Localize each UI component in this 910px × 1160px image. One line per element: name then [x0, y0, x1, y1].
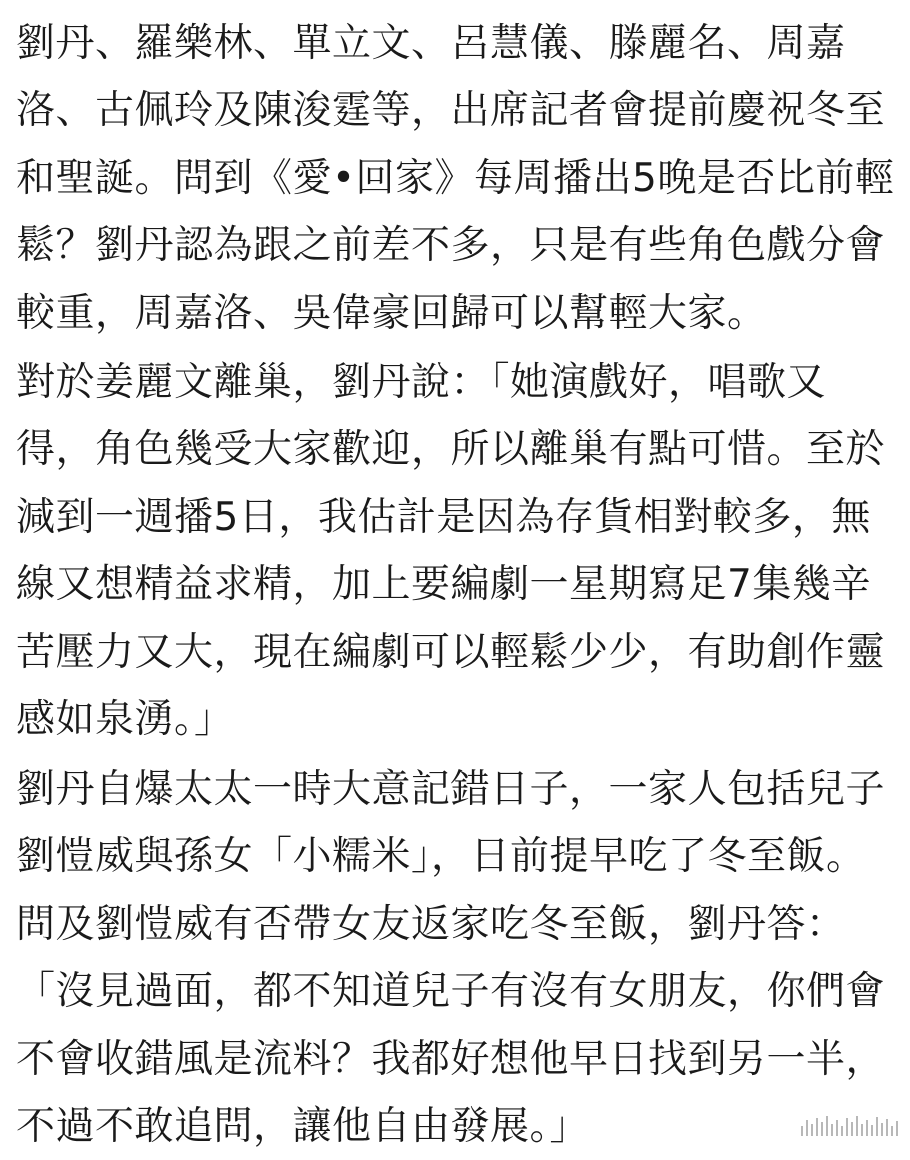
- text-line: 問及劉愷威有否帶女友返家吃冬至飯，劉丹答：: [16, 901, 846, 947]
- text-line: 洛、古佩玲及陳浚霆等，出席記者會提前慶祝冬至: [16, 88, 886, 134]
- text-line: 感如泉湧。」: [16, 696, 234, 742]
- text-line: 「沒見過面，都不知道兒子有沒有女朋友，你們會: [16, 969, 886, 1015]
- text-line: 劉愷威與孫女「小糯米」，日前提早吃了冬至飯。: [16, 834, 866, 880]
- text-line: 劉丹、羅樂林、單立文、呂慧儀、滕麗名、周嘉: [16, 21, 846, 66]
- text-line: 鬆？劉丹認為跟之前差不多，只是有些角色戲分會: [16, 223, 886, 269]
- text-line: 不過不敢追問，讓他自由發展。」: [16, 1103, 590, 1149]
- paragraph-2: [16, 349, 885, 753]
- paragraph-3: [16, 756, 885, 1160]
- text-line: 不會收錯風是流料？我都好想他早日找到另一半，: [16, 1036, 886, 1082]
- text-line: 苦壓力又大，現在編劇可以輕鬆少少，有助創作靈: [16, 629, 886, 675]
- text-line: 得，角色幾受大家歡迎，所以離巢有點可惜。至於: [16, 427, 886, 473]
- watermark-bars: [801, 1116, 898, 1136]
- text-line: 對於姜麗文離巢，劉丹說：「她演戲好，唱歌又: [16, 360, 827, 405]
- barcode-watermark-icon: [698, 1114, 898, 1138]
- text-line: 線又想精益求精，加上要編劇一星期寫足7集幾辛: [16, 562, 871, 608]
- text-line: 減到一週播5日，我估計是因為存貨相對較多，無: [16, 494, 871, 540]
- text-line: 劉丹自爆太太一時大意記錯日子，一家人包括兒子: [16, 767, 886, 812]
- paragraph-1: [16, 10, 894, 347]
- text-line: 較重，周嘉洛、吳偉豪回歸可以幫輕大家。: [16, 290, 767, 336]
- text-line: 和聖誕。問到《愛•回家》每周播出5晚是否比前輕: [16, 155, 895, 201]
